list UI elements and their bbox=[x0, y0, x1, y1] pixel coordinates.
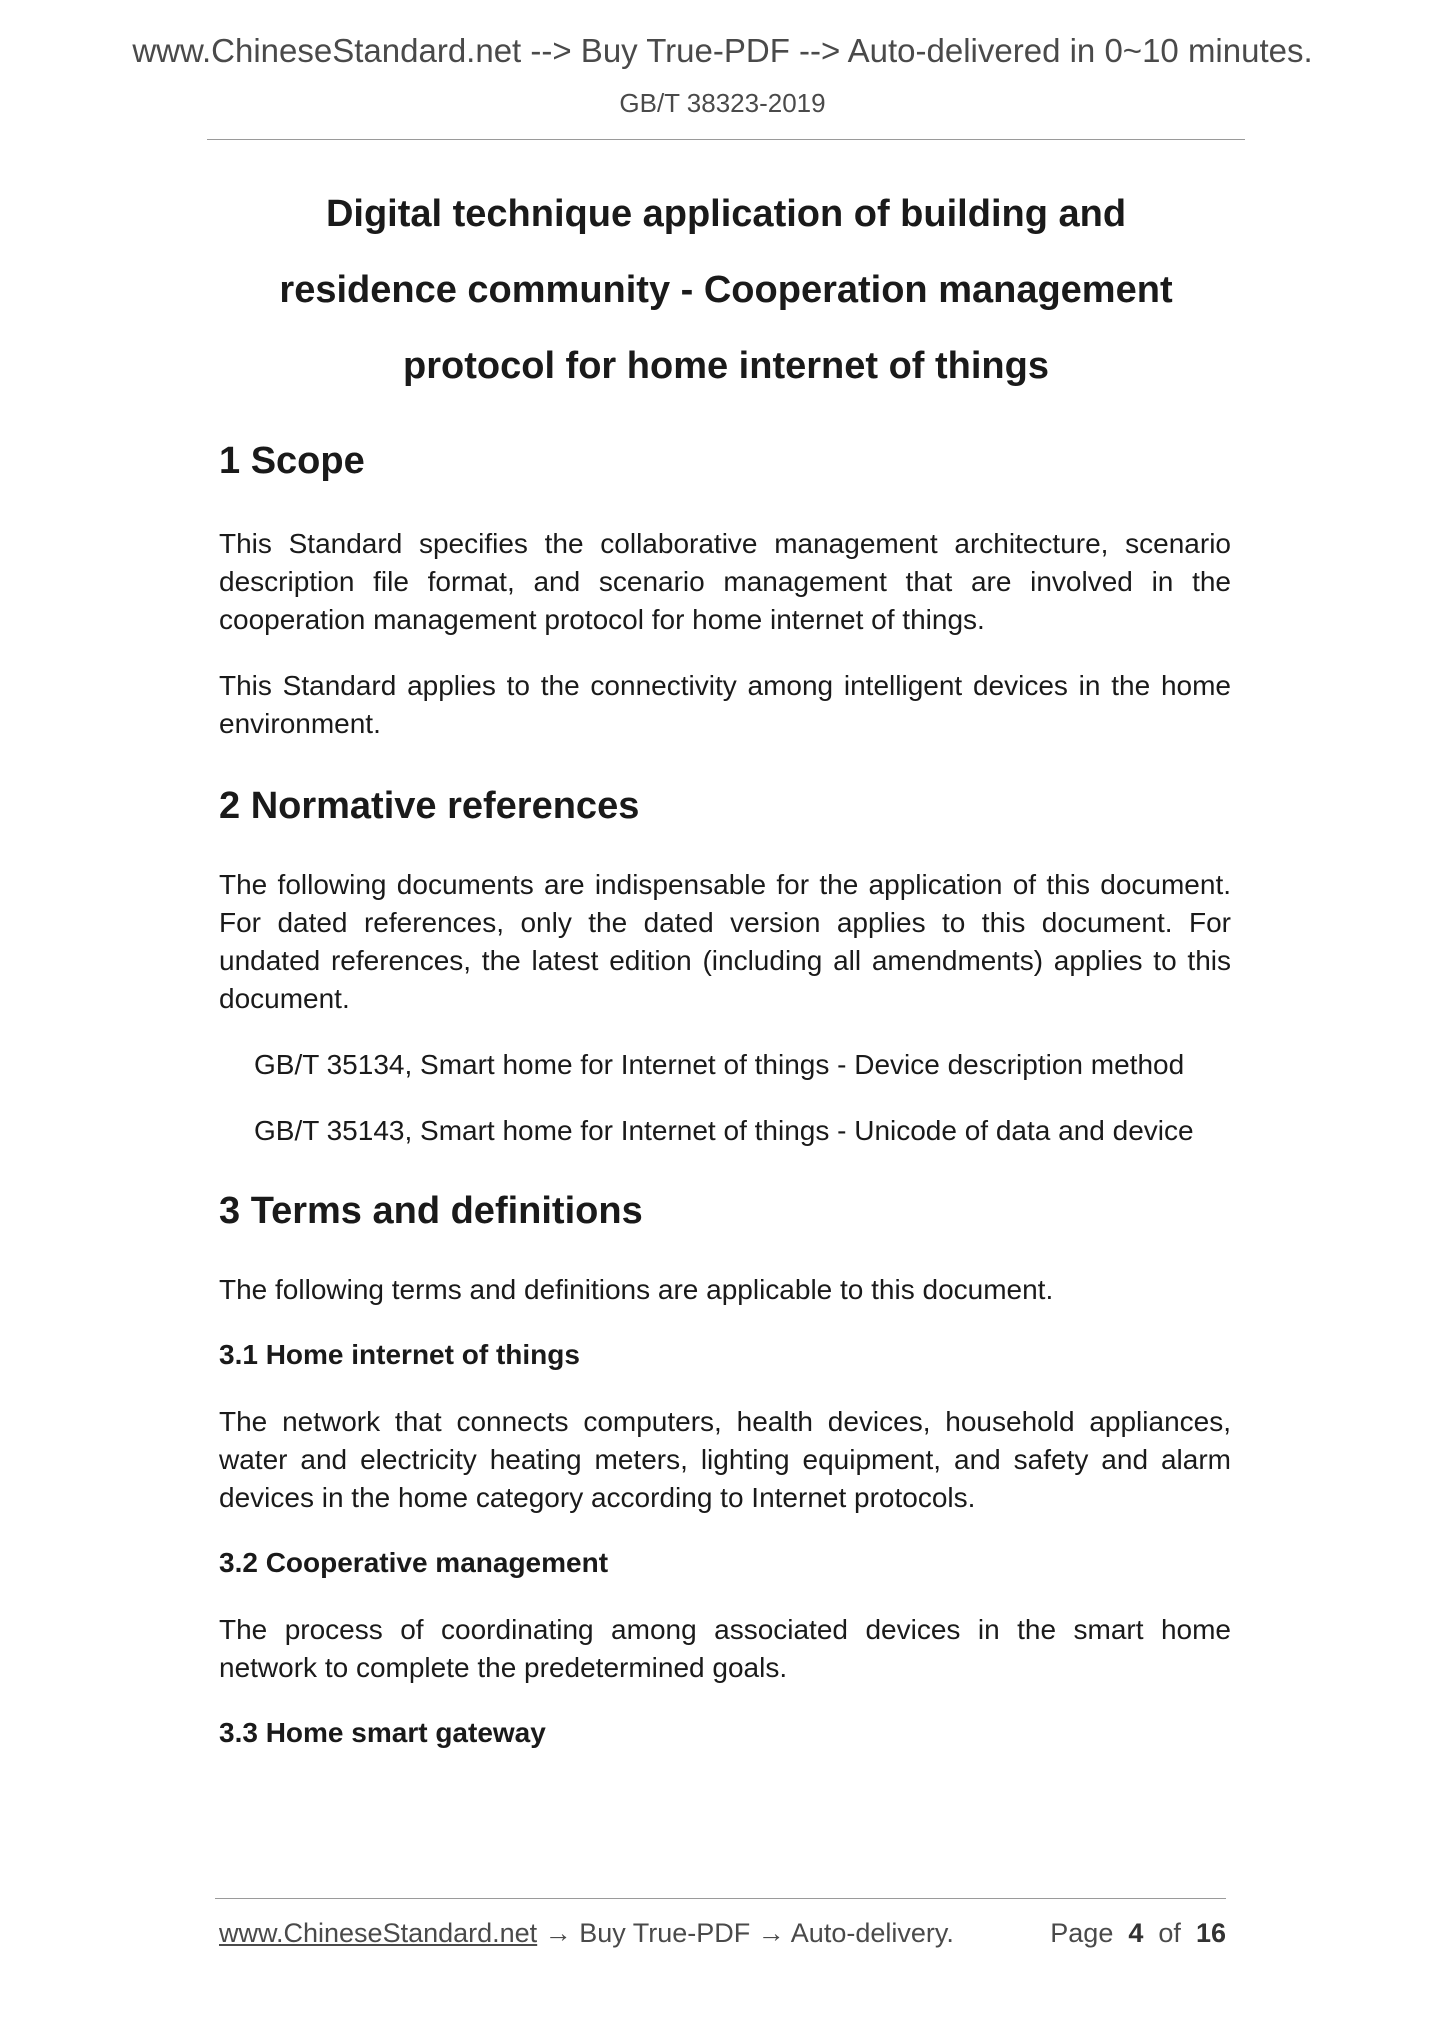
section-terms-heading: 3 Terms and definitions bbox=[219, 1190, 643, 1232]
title-line-2: residence community - Cooperation management bbox=[279, 269, 1173, 311]
reference-item: GB/T 35134, Smart home for Internet of things - Device description method bbox=[254, 1049, 1185, 1080]
standard-number: GB/T 38323-2019 bbox=[619, 88, 826, 118]
title-line-1: Digital technique application of building and bbox=[325, 193, 1127, 235]
terms-intro: The following terms and definitions are applicable to this document. bbox=[219, 1274, 1054, 1305]
page-total: 16 bbox=[1195, 1918, 1226, 1948]
document-body bbox=[219, 440, 1231, 1749]
term-heading: 3.3 Home smart gateway bbox=[219, 1717, 546, 1748]
footer bbox=[219, 1918, 1226, 1949]
section-normative-heading: 2 Normative references bbox=[219, 785, 640, 827]
header-banner: www.ChineseStandard.net --> Buy True-PDF --> Auto-delivered in 0~10 minutes. bbox=[132, 32, 1313, 69]
footer-site-link[interactable]: www.ChineseStandard.net bbox=[219, 1918, 538, 1948]
reference-item: GB/T 35143, Smart home for Internet of things - Unicode of data and device bbox=[254, 1115, 1194, 1146]
of-label: of bbox=[1158, 1918, 1181, 1948]
document-title bbox=[207, 176, 1245, 404]
title-line-3: protocol for home internet of things bbox=[403, 345, 1049, 387]
term-definition: The network that connects computers, health devices, household appliances, water and electricity heating meters, lighting equipment, and safety and alarm devices in the home category according to Internet protocols. bbox=[219, 1406, 1231, 1513]
footer-divider bbox=[215, 1898, 1226, 1899]
term-heading: 3.2 Cooperative management bbox=[219, 1547, 609, 1578]
term-heading: 3.1 Home internet of things bbox=[219, 1339, 580, 1370]
scope-paragraph-1: This Standard specifies the collaborative management architecture, scenario description file format, and scenario management that are involved in the cooperation management protocol for home internet of things. bbox=[219, 528, 1231, 635]
header-divider bbox=[207, 139, 1245, 140]
section-scope-heading: 1 Scope bbox=[219, 440, 365, 482]
page-label: Page bbox=[1050, 1918, 1114, 1948]
page-current: 4 bbox=[1128, 1918, 1144, 1948]
scope-paragraph-2: This Standard applies to the connectivity among intelligent devices in the home environment. bbox=[219, 670, 1231, 739]
footer-delivery-text: Auto-delivery. bbox=[790, 1918, 954, 1948]
term-definition: The process of coordinating among associated devices in the smart home network to complete the predetermined goals. bbox=[219, 1614, 1231, 1683]
page-indicator bbox=[1050, 1918, 1226, 1949]
arrow-right-icon: → bbox=[544, 1918, 572, 1948]
footer-buy-text: Buy True-PDF bbox=[579, 1918, 751, 1948]
normative-paragraph: The following documents are indispensable for the application of this document. For dated references, only the dated version applies to this document. For undated references, the latest edition (including all amendments) applies to this document. bbox=[219, 869, 1231, 1014]
arrow-right-icon: → bbox=[757, 1918, 785, 1948]
